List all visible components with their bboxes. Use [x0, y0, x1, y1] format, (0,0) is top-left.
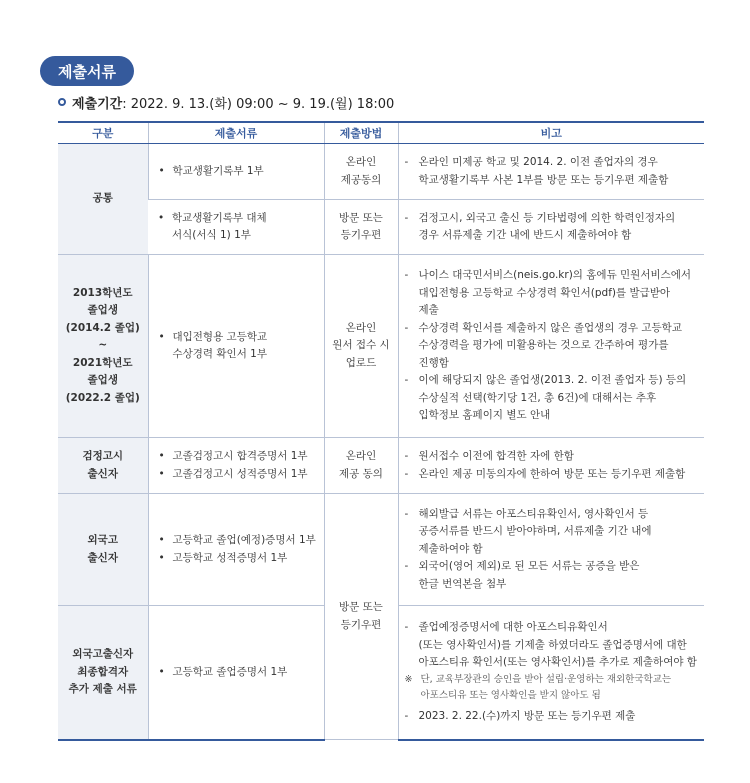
period-value: : 2022. 9. 13.(화) 09:00 ~ 9. 19.(월) 18:00 [122, 96, 395, 112]
table-row [58, 255, 704, 438]
note-reference: ※ 단, 교육부장관의 승인을 받아 설립·운영하는 재외한국학교는 아포스티유 또는 영사확인을 받지 않아도 됨 [404, 673, 672, 701]
table-row [58, 200, 704, 255]
documents-cell [148, 144, 324, 200]
note-item: - 해외발급 서류는 아포스티유확인서, 영사확인서 등 공증서류를 반드시 받아야하며, 서류제출 기간 내에 제출하여야 함 [404, 507, 652, 555]
documents-cell [148, 494, 324, 606]
documents-cell [148, 438, 324, 494]
notes-cell [398, 606, 704, 740]
note-item: - 이에 해당되지 않은 졸업생(2013. 2. 이전 졸업자 등) 등의 수상실적 선택(학기당 1건, 총 6건)에 대해서는 추후 입학정보 홈페이지 별도 안내 [404, 374, 687, 422]
note-item: - 나이스 대국민서비스(neis.go.kr)의 홈에듀 민원서비스에서 대입전형용 고등학교 수상경력 확인서(pdf)를 발급받아 제출 [404, 269, 692, 317]
documents-cell [148, 200, 324, 255]
category-cell: 외국고 출신자 [58, 494, 148, 606]
header-method: 제출방법 [324, 122, 398, 144]
method-cell: 온라인 제공동의 [324, 144, 398, 200]
note-item: - 원서접수 이전에 합격한 자에 한함 [404, 450, 574, 462]
category-cell: 검정고시 출신자 [58, 438, 148, 494]
method-cell: 온라인 제공 동의 [324, 438, 398, 494]
note-item: - 온라인 제공 미동의자에 한하여 방문 또는 등기우편 제출함 [404, 467, 686, 480]
note-item: - 졸업예정증명서에 대한 아포스티유확인서 (또는 영사확인서)를 기제출 하였더라도 졸업증명서에 대한 아포스티유 확인서(또는 영사확인서)를 추가로 제출하여야 함 [404, 621, 697, 669]
method-cell: 온라인 원서 접수 시 업로드 [324, 255, 398, 438]
note-item: - 온라인 미제공 학교 및 2014. 2. 이전 졸업자의 경우 학교생활기록부 사본 1부를 방문 또는 등기우편 제출함 [404, 156, 669, 186]
category-line: 공통 [92, 192, 113, 205]
notes-cell [398, 144, 704, 200]
category-cell: 외국고출신자 최종합격자 추가 제출 서류 [58, 606, 148, 740]
notes-cell [398, 438, 704, 494]
documents-cell [148, 255, 324, 438]
note-item: - 검정고시, 외국고 출신 등 기타법령에 의한 학력인정자의 경우 서류제출 기간 내에 반드시 제출하여야 함 [404, 211, 676, 241]
category-cell: 2013학년도 졸업생 (2014.2 졸업) ~ 2021학년도 졸업생 (2022.2 졸업) [58, 255, 148, 438]
table-header-row [58, 122, 704, 144]
table-row [58, 144, 704, 200]
header-notes: 비고 [398, 122, 704, 144]
header-category: 구분 [58, 122, 148, 144]
document-item: • 고등학교 성적증명서 1부 [159, 550, 318, 568]
document-item: • 고등학교 졸업(예정)증명서 1부 [159, 532, 318, 550]
note-item: - 외국어(영어 제외)로 된 모든 서류는 공증을 받은 한글 번역본을 첨부 [404, 560, 640, 590]
note-item: - 2023. 2. 22.(수)까지 방문 또는 등기우편 제출 [404, 709, 636, 722]
table-row [58, 494, 704, 606]
document-item: • 학교생활기록부 대체 서식(서식 1) 1부 [158, 210, 318, 245]
category-cell [58, 144, 148, 255]
notes-cell [398, 494, 704, 606]
document-item: • 고등학교 졸업증명서 1부 [159, 664, 318, 682]
header-documents: 제출서류 [148, 122, 324, 144]
notes-cell [398, 200, 704, 255]
submission-period [58, 92, 394, 112]
method-cell: 방문 또는 등기우편 [324, 200, 398, 255]
documents-cell [148, 606, 324, 740]
method-cell: 방문 또는 등기우편 [324, 494, 398, 740]
document-item: • 고졸검정고시 성적증명서 1부 [159, 466, 318, 484]
bullet-circle-icon [58, 98, 66, 106]
document-item: • 학교생활기록부 1부 [159, 163, 318, 181]
note-item: - 수상경력 확인서를 제출하지 않은 졸업생의 경우 고등학교 수상경력을 평가에 미활용하는 것으로 간주하여 평가를 진행함 [404, 321, 682, 369]
period-label: 제출기간 [72, 96, 123, 112]
section-title: 제출서류 [40, 56, 134, 86]
table-row [58, 438, 704, 494]
documents-table [58, 121, 704, 741]
document-item: • 고졸검정고시 합격증명서 1부 [159, 448, 318, 466]
document-item: • 대입전형용 고등학교 수상경력 확인서 1부 [159, 329, 318, 364]
notes-cell [398, 255, 704, 438]
